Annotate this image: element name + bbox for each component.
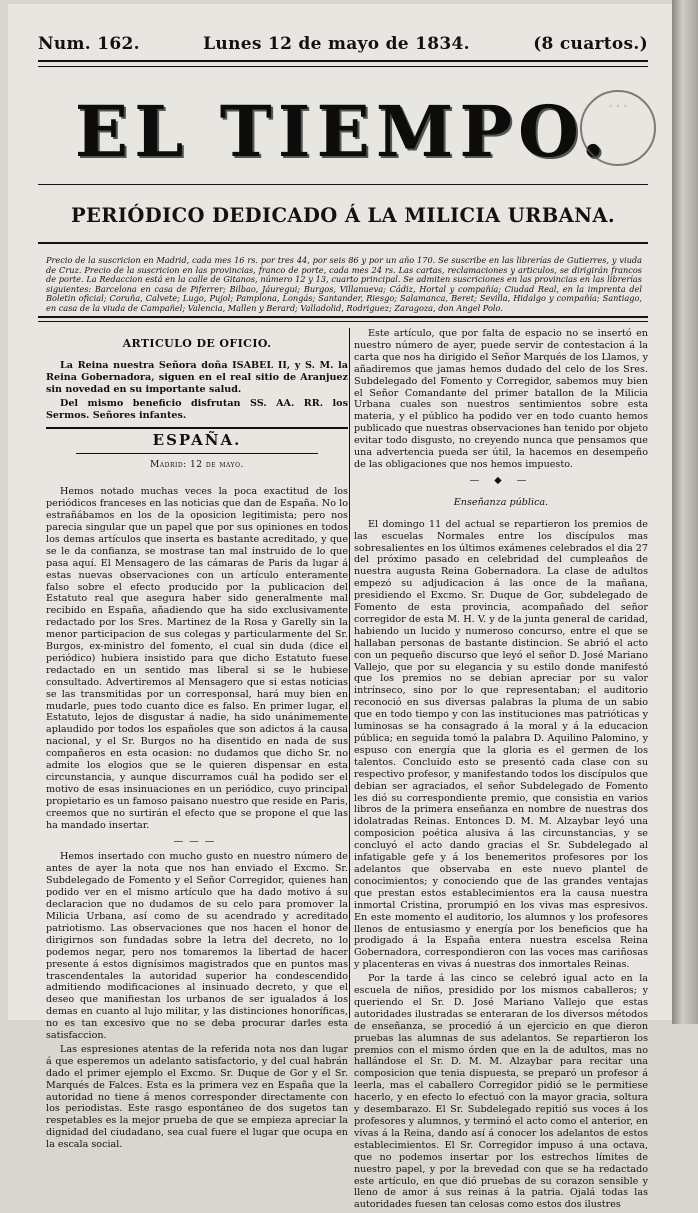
municipal-stamp: ◦ ◦ ◦ [580,90,656,166]
article-paragraph: Hemos insertado con mucho gusto en nuestro número de antes de ayer la nota que nos han enviado el Excmo. Sr. Subdelegado de Fomento y el Señor Corregidor, quienes han podido ver en el mismo artículo que ha dado motivo á su declaracion que no dudamos de su celo para promover la Milicia Urbana, así como de su acendrado y acreditado patriotismo. Las observaciones que nos hacen el honor de dirigirnos son fundadas sobre la letra del decreto, no lo podemos negar, pero nos tomaremos la libertad de hacer presente á estos dignísimos magistrados que en puntos mas trascendentales la autoridad superior ha condescendido admitiendo modificaciones al insinuado decreto, y que el deseo que manifiestan los urbanos de ser igualados á los demas en cuanto al lujo militar, y las distinciones honoríficas, no es tan excesivo que no se deba procurar darles esta satisfaccion. [46,851,348,1042]
column-divider [349,328,350,1018]
article-separator: — ◆ — [469,474,533,486]
masthead-rule [38,184,648,185]
issue-price: (8 cuartos.) [533,34,648,54]
article-paragraph: Este artículo, que por falta de espacio no se insertó en nuestro número de ayer, puede servir de contestacion á la carta que nos ha dirigido el Señor Marqués de los Llamos, y añadiremos que jamas hemos dudado del celo de los Sres. Subdelegado del Fomento y Corregidor, sabemos muy bien el Señor Comandante del primer batallon de la Milicia Urbana cuales son nuestros sentimientos sobre esta materia, y el público ha podido ver en todo cuanto hemos publicado que nuestras observaciones han tenido por objeto evitar todo disgusto, no creyendo nunca que pensamos que una advertencia pueda ser útil, la hacemos en desempeño de las obligaciones que nos hemos impuesto. [354,328,648,470]
issue-number: Num. 162. [38,34,140,54]
official-paragraph: La Reina nuestra Señora doña ISABEL II, y S. M. la Reina Gobernadora, siguen en el real sitio de Aranjuez sin novedad en su importante salud. [46,359,348,395]
top-rule [38,60,648,62]
country-heading: ESPAÑA. [152,431,242,450]
issue-line [38,34,648,54]
official-paragraph: Del mismo beneficio disfrutan SS. AA. RR. los Sermos. Señores infantes. [46,397,348,421]
heading-underline [76,453,318,454]
subtitle-rule [38,242,648,244]
binding-edge [672,0,698,1024]
subscription-notice: Precio de la suscricion en Madrid, cada mes 16 rs. por tres 44, por seis 86 y por un año 170. Se suscribe en las librerías de Gutierres, y viuda de Cruz. Precio de la suscricion en las provincias, franco de porte, cada mes 24 rs. Las cartas, reclamaciones y articulos, se dirigirán francos de porte. La Redaccion está en la calle de Gitanos, número 12 y 13, cuarto principal. Se admiten suscriciones en las provincias en las librerías siguientes: Barcelona en casa de Piferrer; Bilbao, Jáuregui; Burgos, Villanueva; Cádiz, Hortal y compañía; Ciudad Real, en la imprenta del Boletin oficial; Coruña, Calvete; Lugo, Pujol; Pamplona, Longás; Santander, Riesgo; Salamanca, Beret; Sevilla, Hidalgo y compañía; Santiago, en casa de la viuda de Campañel; Valencia, Mallen y Berard; Valladolid, Rodriguez; Zaragoza, don Angel Polo. [46,255,642,313]
masthead-title: EL TIEMPO. [74,90,612,173]
public-education-heading: Enseñanza pública. [453,496,549,508]
left-column [46,328,348,1153]
article-paragraph: Las espresiones atentas de la referida nota nos dan lugar á que esperemos un adelanto satisfactorio, y del cual habrán dado el primer ejemplo el Excmo. Sr. Duque de Gor y el Sr. Marqués de Falces. Esta es la primera vez en España que la autoridad no tiene á menos corresponder directamente con los periodistas. Este rasgo espontáneo de dos sugetos tan respetables es la mejor prueba de que se empieza apreciar la dignidad del ciudadano, sea cual fuere el lugar que ocupa en la escala social. [46,1043,348,1151]
section-divider [46,427,348,429]
right-column [354,328,648,1213]
notice-rule-thin [38,321,648,322]
official-section-title: ARTICULO DE OFICIO. [122,337,272,350]
article-paragraph: Por la tarde á las cinco se celebró igual acto en la escuela de niños, presidido por los mismos caballeros; y queriendo el Sr. D. José Mariano Vallejo que estas autoridades ilustradas se enteraran de los diversos métodos de enseñanza, se procedió á un ejercicio en que dieron pruebas las alumnas de sus adelantos. Se repartieron los premios con el mismo órden que en la de adultos, mas no hallándose el Sr. D. M. M. Alzaybar para recitar una composicion que tenia dispuesta, se preparó un profesor á leerla, mas el caballero Corregidor pidió se le permitiese hacerlo, y en efecto lo efectuó con la mayor gracia, soltura y desembarazo. El Sr. Subdelegado repitió sus voces á los profesores y alumnos, y terminó el acto como el anterior, en vivas á la Reina, dando así á conocer los adelantos de estos establecimientos. El Sr. Corregidor impuso á una octava, que no podemos insertar por los estrechos límites de nuestro papel, y por la brevedad con que se ha redactado este artículo, en que dió pruebas de su corazon sensible y lleno de amor á sus reinas á la patria. Ojalá todas las autoridades fuesen tan celosas como estos dos ilustres [354,973,648,1211]
newspaper-page [8,4,672,1211]
top-rule-thin [38,66,648,67]
issue-date: Lunes 12 de mayo de 1834. [203,34,470,54]
masthead-subtitle: PERIÓDICO DEDICADO Á LA MILICIA URBANA. [70,204,616,227]
article-paragraph: El domingo 11 del actual se repartieron los premios de las escuelas Normales entre los discípulos mas sobresalientes en los últimos exámenes celebrados el dia 27 del próximo pasado en celebridad del cumpleaños de nuestra augusta Reina Gobernadora. La clase de adultos empezó su adjudicacion á las once de la mañana, presidiendo el Excmo. Sr. Duque de Gor, subdelegado de Fomento de esta provincia, acompañado del señor corregidor de esta M. H. V. y de la junta general de caridad, habiendo un lucido y numeroso concurso, entre el que se hallaban personas de bastante distincion. Se abrió el acto con un pequeño discurso que leyó el señor D. José Mariano Vallejo, que por su elegancia y su estilo donde manifestó que los premios no se debian apreciar por su valor intrínseco, sino por lo que representaban; el auditorio reconoció en sus diversas palabras la pluma de un sabio que en todo tiempo y con las instituciones mas patrióticas y luminosas se ha consagrado á la moral y á la educacion pública; en seguida tomó la palabra D. Aquilino Palomino, y espuso con energía que la gloria es el germen de los talentos. Concluido esto se presentó cada clase con su respectivo profesor, y manifestando todos los discípulos que debian ser agraciados, el señor Subdelegado de Fomento les dió su correspondiente premio, que consistia en varios libros de la primera enseñanza en nombre de nuestras dos idolatradas Reinas. Entonces D. M. M. Alzaybar leyó una composicion poética alusiva á las circunstancias, y se concluyó el acto dando gracias el Sr. Subdelegado al infatigable gefe y á los benemeritos profesores por los adelantos que observaba en este nuevo plantel de conocimientos; y conociendo que de las grandes ventajas que prestan estos establecimientos era la causa nuestra inmortal Cristina, prorumpió en los vivas mas espresivos. En este momento el auditorio, los alumnos y los profesores llenos de entusiasmo y energía por los beneficios que ha prodigado á la España entera nuestra escelsa Reina Gobernadora, correspondieron con las voces mas cariñosas y placenteras en vivas á nuestras dos inmortales Reinas. [354,518,648,971]
notice-rule [38,316,648,318]
article-separator: ——— [173,835,221,847]
article-paragraph: Hemos notado muchas veces la poca exactitud de los periódicos franceses en las noticias que dan de España. No lo estrañábamos en los de la oposicion legitimista; pero nos parecia singular que un papel que por sus opiniones en todos los demas artículos que inserta es bastante acreditado, y que se le da confianza, se mostrase tan mal instruido de lo que pasa aquí. El Mensagero de las cámaras de Paris da lugar á estas nuevas observaciones con un artículo enteramente falso sobre el efecto producido por la publicacion del Estatuto real que asegura haber sido generalmente mal recibido en España, añadiendo que ha sido exclusivamente redactado por los Sres. Martinez de la Rosa y Garelly sin la menor participacion de sus colegas y particularmente del Sr. Burgos, ex-ministro del fomento, el cual sin duda (dice el periódico) hubiera insistido para que dicho Estatuto fuese redactado en un sentido mas liberal si se le hubiese consultado. Advertiremos al Mensagero que si estas noticias se las transmitidas por un corresponsal, hará muy bien en mudarle, pues todo cuanto dice es falso. En primer lugar, el Estatuto, lejos de disgustar á nadie, ha sido unánimemente aplaudido por todos los españoles que son adictos á la causa nacional, y el Sr. Burgos no ha disentido en nada de sus compañeros en esta ocasion: no dudamos que dicho Sr. no admite los elogios que se le quieren dispensar en esta circunstancia, y aunque discurramos cuál ha podido ser el motivo de esas insinuaciones en un periódico, cuyo principal propietario es un famoso paisano nuestro que reside en Paris, creemos que no surtirán el efecto que se propone el que las ha mandado insertar. [46,486,348,831]
dateline: Madrid: 12 de mayo. [150,460,244,471]
